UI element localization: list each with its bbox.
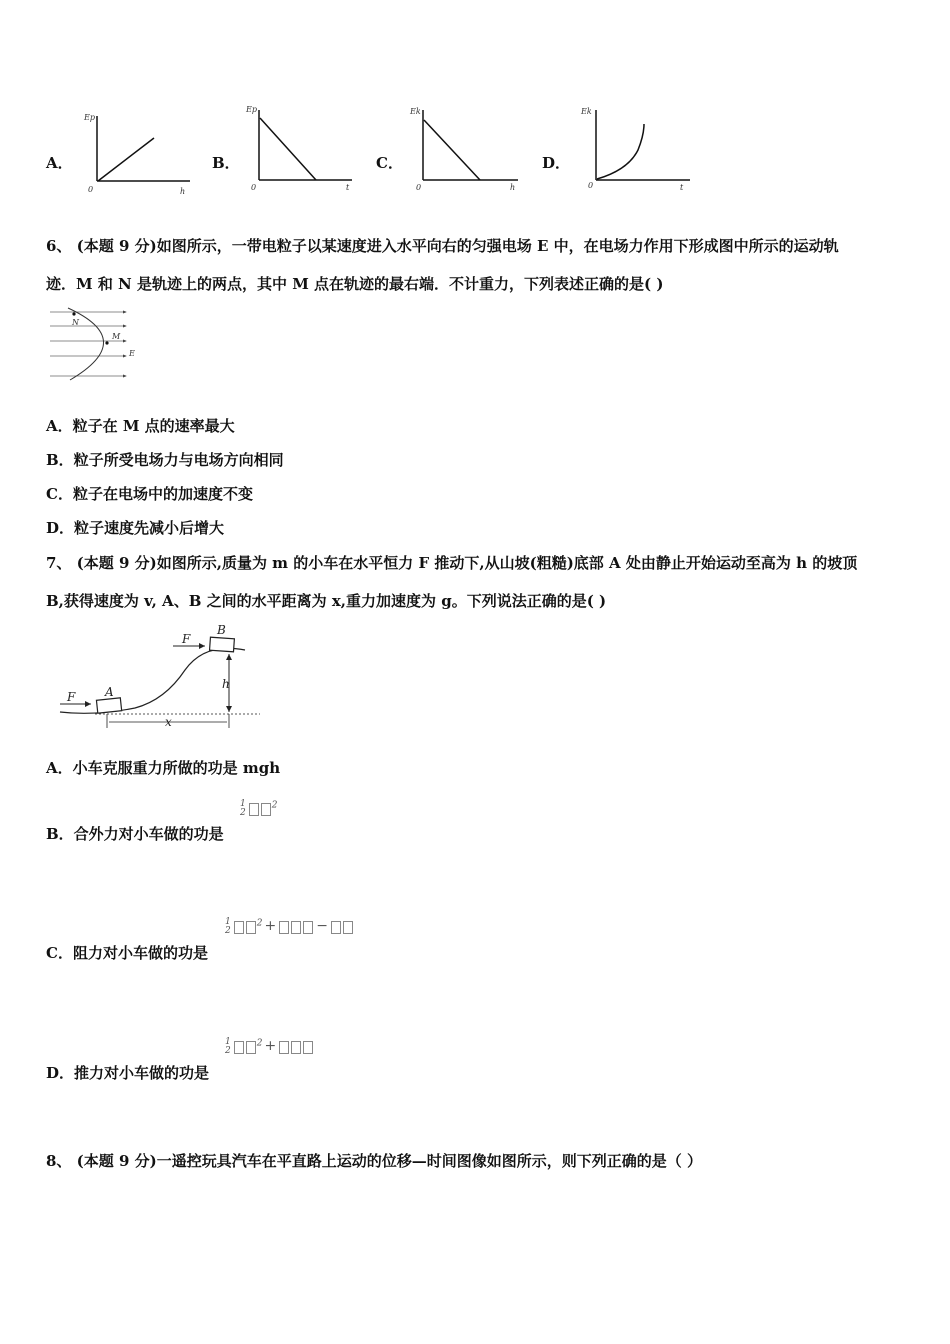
q7-option-c: C．阻力对小车做的功是 (46, 944, 208, 962)
q5-graph-d (578, 100, 693, 195)
q6-option-b: B．粒子所受电场力与电场方向相同 (46, 451, 284, 469)
q7-option-d-formula: 1 $2^2$ + (225, 1038, 314, 1056)
q6-option-c: C．粒子在电场中的加速度不变 (46, 485, 253, 503)
q7-option-c-formula: 1 $2^2$ + − (225, 918, 354, 936)
q7-distance-label: x (165, 715, 172, 729)
q6-point-m-label: M (112, 332, 121, 341)
q7-option-d: D．推力对小车做的功是 (46, 1064, 210, 1082)
q7-option-b-formula: 1 $2^2$ (240, 799, 278, 818)
q5-a-y-label: Ep (84, 113, 95, 122)
q5-option-c-label: C． (376, 154, 403, 172)
q5-c-x-label: h (510, 183, 516, 192)
q5-option-a-label: A． (46, 154, 73, 172)
q6-electric-field-figure (48, 306, 148, 384)
q7-option-a: A．小车克服重力所做的功是 mgh (46, 759, 281, 777)
q7-line-1: 7、 (本题 9 分)如图所示,质量为 m 的小车在水平恒力 F 推动下,从山坡(粗糙)底部 A 处由静止开始运动至高为 h 的坡顶 (46, 554, 858, 572)
q6-point-n-label: N (72, 318, 79, 327)
q5-b-y-label: Ep (246, 105, 257, 114)
q5-c-y-label: Ek (410, 107, 421, 116)
q6-line-1: 6、 (本题 9 分)如图所示，一带电粒子以某速度进入水平向右的匀强电场 E 中，在电场力作用下形成图中所示的运动轨 (46, 237, 839, 255)
q6-option-d: D．粒子速度先减小后增大 (46, 519, 225, 537)
q6-field-e-label: E (129, 349, 135, 358)
q7-force-label-bottom: F (67, 690, 76, 704)
q7-line-2: B,获得速度为 v, A、B 之间的水平距离为 x,重力加速度为 g。下列说法正确的是( ) (46, 592, 607, 610)
q5-d-origin: 0 (588, 181, 594, 190)
q5-c-origin: 0 (416, 183, 422, 192)
q7-hill-figure (55, 622, 265, 734)
q7-height-label: h (222, 677, 230, 691)
q5-option-d-label: D． (542, 154, 571, 172)
q5-a-origin: 0 (88, 185, 94, 194)
q5-d-y-label: Ek (581, 107, 592, 116)
q5-d-x-label: t (680, 183, 684, 192)
q5-option-b-label: B． (212, 154, 240, 172)
q7-force-label-top: F (182, 632, 191, 646)
q5-b-x-label: t (346, 183, 350, 192)
q5-graph-b (244, 100, 359, 195)
q5-b-origin: 0 (251, 183, 257, 192)
q5-graph-c (408, 100, 523, 195)
q5-a-x-label: h (180, 187, 186, 196)
q7-point-a-label: A (105, 685, 114, 699)
q7-point-b-label: B (217, 623, 226, 637)
q7-option-b: B．合外力对小车做的功是 (46, 825, 224, 843)
q6-option-a: A．粒子在 M 点的速率最大 (46, 417, 235, 435)
q5-graph-a (82, 108, 197, 198)
q6-line-2: 迹．M 和 N 是轨迹上的两点，其中 M 点在轨迹的最右端．不计重力，下列表述正确的是( ) (46, 275, 664, 293)
q8-line-1: 8、 (本题 9 分)一遥控玩具汽车在平直路上运动的位移—时间图像如图所示，则下列正确的是（ ） (46, 1152, 702, 1170)
